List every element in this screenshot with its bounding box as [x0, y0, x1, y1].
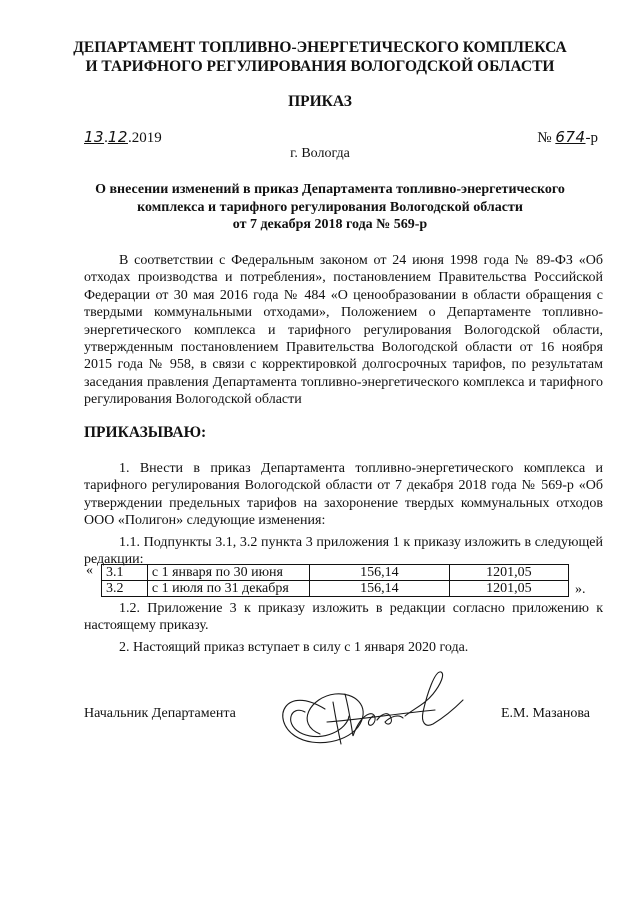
tariff-table	[101, 564, 569, 597]
signer-position: Начальник Департамента	[84, 706, 236, 721]
subject-line2: комплекса и тарифного регулирования Вологодской области	[137, 199, 523, 215]
handwritten-signature	[265, 664, 475, 754]
item2-text: 2. Настоящий приказ вступает в силу с 1 января 2020 года.	[119, 639, 469, 655]
row-value2: 1201,05	[449, 565, 568, 581]
item1-1-text: 1.1. Подпункты 3.1, 3.2 пункта 3 приложения 1 к приказу изложить в следующей редакции:	[84, 534, 603, 568]
doc-number	[537, 128, 598, 147]
item1-2	[84, 600, 603, 656]
preamble	[84, 252, 603, 409]
date-day: 13	[84, 128, 105, 146]
row-period: с 1 июля по 31 декабря	[147, 581, 309, 597]
item1	[84, 460, 603, 568]
org-name-line2: И ТАРИФНОГО РЕГУЛИРОВАНИЯ ВОЛОГОДСКОЙ ОБЛАСТИ	[85, 58, 555, 75]
row-value1: 156,14	[309, 565, 449, 581]
date-year: .2019	[127, 130, 162, 146]
item1-2-text: 1.2. Приложение 3 к приказу изложить в редакции согласно приложению к настоящему приказу.	[84, 601, 603, 634]
row-period: с 1 января по 30 июня	[147, 565, 309, 581]
row-value2: 1201,05	[449, 581, 568, 597]
doc-date: 13.12.2019	[84, 128, 162, 146]
table-row	[102, 565, 569, 581]
signer-name: Е.М. Мазанова	[500, 706, 590, 721]
number-suffix: -р	[585, 130, 598, 146]
row-number: 3.2	[102, 581, 148, 597]
decree-word: ПРИКАЗЫВАЮ:	[84, 424, 207, 441]
number-value: 674	[555, 128, 586, 146]
subject-line3: от 7 декабря 2018 года № 569-р	[232, 217, 428, 232]
quote-open: «	[86, 563, 93, 578]
doc-type-title: ПРИКАЗ	[288, 93, 352, 110]
number-prefix: №	[537, 130, 552, 146]
row-number: 3.1	[102, 565, 148, 581]
org-name	[60, 38, 580, 76]
org-name-line1: ДЕПАРТАМЕНТ ТОПЛИВНО-ЭНЕРГЕТИЧЕСКОГО КОМПЛЕКСА	[73, 39, 567, 56]
date-month: 12	[107, 128, 128, 146]
city: г. Вологда	[290, 146, 350, 161]
subject-title	[80, 181, 580, 234]
subject-line1: О внесении изменений в приказ Департамента топливно-энергетического	[95, 182, 565, 197]
row-value1: 156,14	[309, 581, 449, 597]
quote-close: ».	[575, 582, 586, 597]
preamble-text: В соответствии с Федеральным законом от 24 июня 1998 года № 89-ФЗ «Об отходах производства и потребления», постановлением Правительства Российской Федерации от 30 мая 2016 года № 484 «О ценообразовании в области обращения с твердыми коммунальными отходами», Положением о Департаменте топливно-энергетического комплекса и тарифного регулирования Вологодской области, утвержденным постановлением Правительства Вологодской области от 16 ноября 2015 года № 958, в связи с корректировкой долгосрочных тарифов, по результатам заседания правления Департамента топливно-энергетического комплекса и тарифного регулирования Вологодской области	[84, 253, 603, 408]
item1-text: 1. Внести в приказ Департамента топливно-энергетического комплекса и тарифного регулирования Вологодской области от 7 декабря 2018 года № 569-р «Об утверждении предельных тарифов на захоронение твердых коммунальных отходов ООО «Полигон» следующие изменения:	[84, 461, 603, 529]
table-row	[102, 581, 569, 597]
